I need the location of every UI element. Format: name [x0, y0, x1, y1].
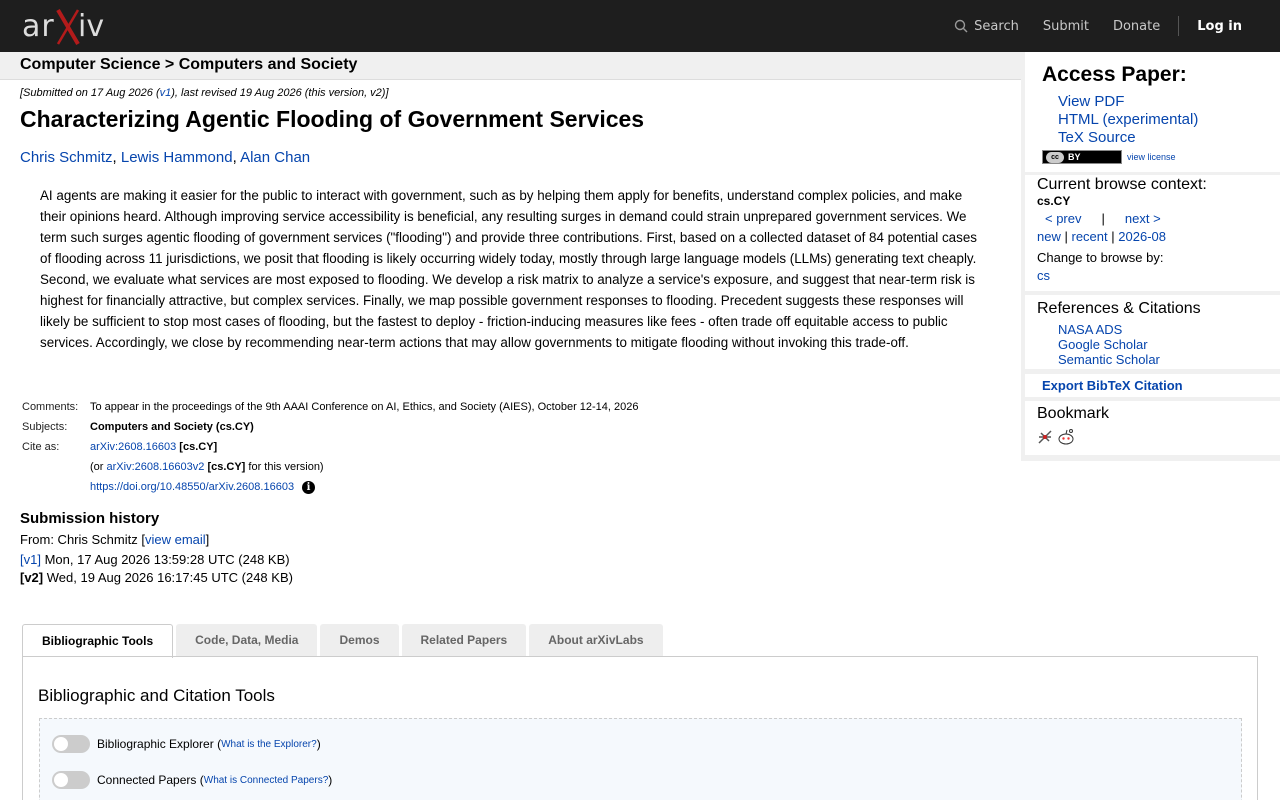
cite2-pre: (or [90, 461, 104, 473]
submit-link[interactable]: Submit [1042, 18, 1089, 34]
comments-value: To appear in the proceedings of the 9th AAAI Conference on AI, Ethics, and Society (AIES), October 12-14, 2026 [90, 401, 639, 413]
prev-link[interactable]: < prev [1045, 211, 1082, 226]
reddit-icon[interactable] [1057, 428, 1075, 446]
tab-panel [22, 656, 1258, 800]
new-link[interactable]: new [1037, 229, 1061, 244]
explorer-help-link[interactable]: What is the Explorer? [221, 738, 317, 750]
cite-id-link[interactable]: arXiv:2608.16603 [90, 441, 177, 453]
connected-toggle-row: Connected Papers ( What is Connected Papers? ) [52, 771, 332, 789]
author-link[interactable]: Chris Schmitz [20, 149, 113, 166]
doi-link[interactable]: https://doi.org/10.48550/arXiv.2608.16603 [90, 480, 295, 493]
dateline-post: ), last revised 19 Aug 2026 (this version, v2)] [171, 87, 389, 99]
subjects-label: Subjects: [22, 421, 68, 433]
separator: | [1111, 229, 1115, 244]
submission-history-heading: Submission history [20, 510, 160, 527]
tab-bibliographic-tools[interactable]: Bibliographic Tools [22, 624, 173, 658]
author-separator: , [232, 149, 241, 166]
connected-label: Connected Papers [97, 773, 197, 787]
browse-category: cs.CY [1037, 194, 1071, 208]
login-link[interactable]: Log in [1197, 18, 1242, 34]
top-header [0, 0, 1280, 52]
connected-papers-toggle[interactable] [52, 771, 90, 789]
references-box [1025, 295, 1280, 369]
explorer-toggle-row: Bibliographic Explorer ( What is the Explorer? ) [52, 735, 321, 753]
dateline-pre: [Submitted on 17 Aug 2026 ( [20, 87, 160, 99]
v1-text: Mon, 17 Aug 2026 13:59:28 UTC (248 KB) [44, 552, 290, 567]
connected-help-link[interactable]: What is Connected Papers? [203, 774, 329, 786]
svg-text:ar: ar [22, 9, 55, 44]
toggle-knob [54, 737, 68, 751]
explorer-label: Bibliographic Explorer [97, 737, 214, 751]
subjects-value: Computers and Society (cs.CY) [90, 421, 254, 433]
view-pdf-link[interactable]: View PDF [1058, 93, 1125, 110]
view-email-link[interactable]: view email [144, 532, 206, 547]
tools-heading: Bibliographic and Citation Tools [38, 686, 275, 705]
right-sidebar [1021, 52, 1280, 461]
cc-by-license-icon[interactable] [1042, 150, 1122, 164]
breadcrumb-bar [0, 52, 1021, 80]
prev-next-separator: | [1101, 211, 1105, 226]
comments-label: Comments: [22, 401, 79, 413]
separator: | [1064, 229, 1068, 244]
recent-link[interactable]: recent [1071, 229, 1108, 244]
explorer-toggle[interactable] [52, 735, 90, 753]
references-heading: References & Citations [1037, 300, 1201, 317]
cite-category: [cs.CY] [179, 441, 218, 453]
nav-divider [1178, 16, 1179, 36]
abstract: AI agents are making it easier for the public to interact with government, such as by helping them apply for benefits, understand complex policies, and make their opinions heard. Although improving service accessibility is beneficial, any resulting surges in demand could strain unprepared government services. We term such surges agentic flooding of government services ("flooding") and provide three contributions. First, based on a collected dataset of 84 potential cases of flooding across 11 jurisdictions, we posit that flooding is likely occurring widely today, mostly through large language models (LLMs) generating text cheaply. Second, we evaluate what services are most exposed to flooding. We develop a risk matrix to analyze a service's exposure, and suggest that near-term risk is highest for financially attractive, but complex services. Finally, we map possible government responses to flooding. Precedent suggests these responses will likely be sufficient to stop most cases of flooding, but the fastest to deploy - friction-inducing measures like fees - often trade off equitable access to public services. Accordingly, we close by recommending near-term actions that may allow governments to mitigate flooding without invoking this trade-off. [40, 188, 977, 350]
tab-related-papers[interactable]: Related Papers [402, 624, 527, 656]
breadcrumb[interactable]: Computer Science > Computers and Society [20, 56, 358, 73]
month-link[interactable]: 2026-08 [1118, 229, 1166, 244]
browse-cs-link[interactable]: cs [1037, 268, 1050, 283]
from-pre: From: Chris Schmitz [ [20, 532, 145, 547]
from-line [20, 532, 293, 547]
next-link[interactable]: next > [1124, 211, 1161, 226]
version-row [20, 570, 293, 585]
donate-link[interactable]: Donate [1112, 18, 1161, 34]
v2-text: Wed, 19 Aug 2026 16:17:45 UTC (248 KB) [46, 570, 293, 585]
cite-label: Cite as: [22, 441, 60, 453]
cite2-id-link[interactable]: arXiv:2608.16603v2 [106, 461, 205, 473]
v2-label: [v2] [20, 570, 44, 585]
cc-mark: cc [1046, 152, 1064, 163]
bookmark-box [1025, 401, 1280, 455]
access-paper-heading: Access Paper: [1042, 63, 1187, 86]
tex-source-link[interactable]: TeX Source [1058, 129, 1136, 146]
change-browse-label: Change to browse by: [1037, 250, 1164, 265]
access-paper-box [1025, 52, 1280, 172]
submission-dateline [20, 87, 389, 99]
author-link[interactable]: Lewis Hammond [120, 149, 233, 166]
google-scholar-link[interactable]: Google Scholar [1058, 337, 1148, 352]
from-post: ] [205, 532, 210, 547]
arxiv-logo[interactable] [22, 6, 114, 46]
browse-context-heading: Current browse context: [1037, 176, 1207, 193]
paper-title: Characterizing Agentic Flooding of Government Services [20, 106, 645, 132]
search-icon [954, 19, 968, 33]
v1-link[interactable]: [v1] [20, 552, 41, 567]
labs-tabs [22, 624, 666, 658]
browse-context-box [1025, 175, 1280, 291]
cite2-post: for this version) [248, 461, 324, 473]
bookmark-heading: Bookmark [1037, 405, 1110, 422]
svg-text:iv: iv [78, 9, 105, 44]
tab-code-data-media[interactable]: Code, Data, Media [176, 624, 317, 656]
semantic-scholar-link[interactable]: Semantic Scholar [1058, 352, 1160, 367]
dateline-v1-link[interactable]: v1 [159, 87, 172, 99]
author-list [20, 149, 310, 166]
tab-about-arxivlabs[interactable]: About arXivLabs [529, 624, 662, 656]
export-bibtex-link[interactable]: Export BibTeX Citation [1042, 378, 1183, 393]
cite2-category: [cs.CY] [207, 461, 246, 473]
export-box [1025, 374, 1280, 397]
version-row [20, 552, 293, 567]
nasa-ads-link[interactable]: NASA ADS [1058, 322, 1123, 337]
author-separator: , [112, 149, 121, 166]
html-link[interactable]: HTML (experimental) [1058, 111, 1199, 128]
tools-box [39, 718, 1242, 800]
search-label: Search [974, 18, 1019, 34]
submission-history [20, 510, 293, 585]
tab-demos[interactable]: Demos [320, 624, 398, 656]
view-license-link[interactable]: view license [1127, 152, 1176, 162]
cc-by-text: BY [1068, 152, 1081, 162]
metadata-table [22, 397, 647, 497]
search-link[interactable] [954, 19, 1019, 34]
author-link[interactable]: Alan Chan [240, 149, 311, 166]
toggle-knob [54, 773, 68, 787]
bibsonomy-icon[interactable] [1037, 429, 1053, 445]
info-icon[interactable]: i [302, 481, 315, 494]
